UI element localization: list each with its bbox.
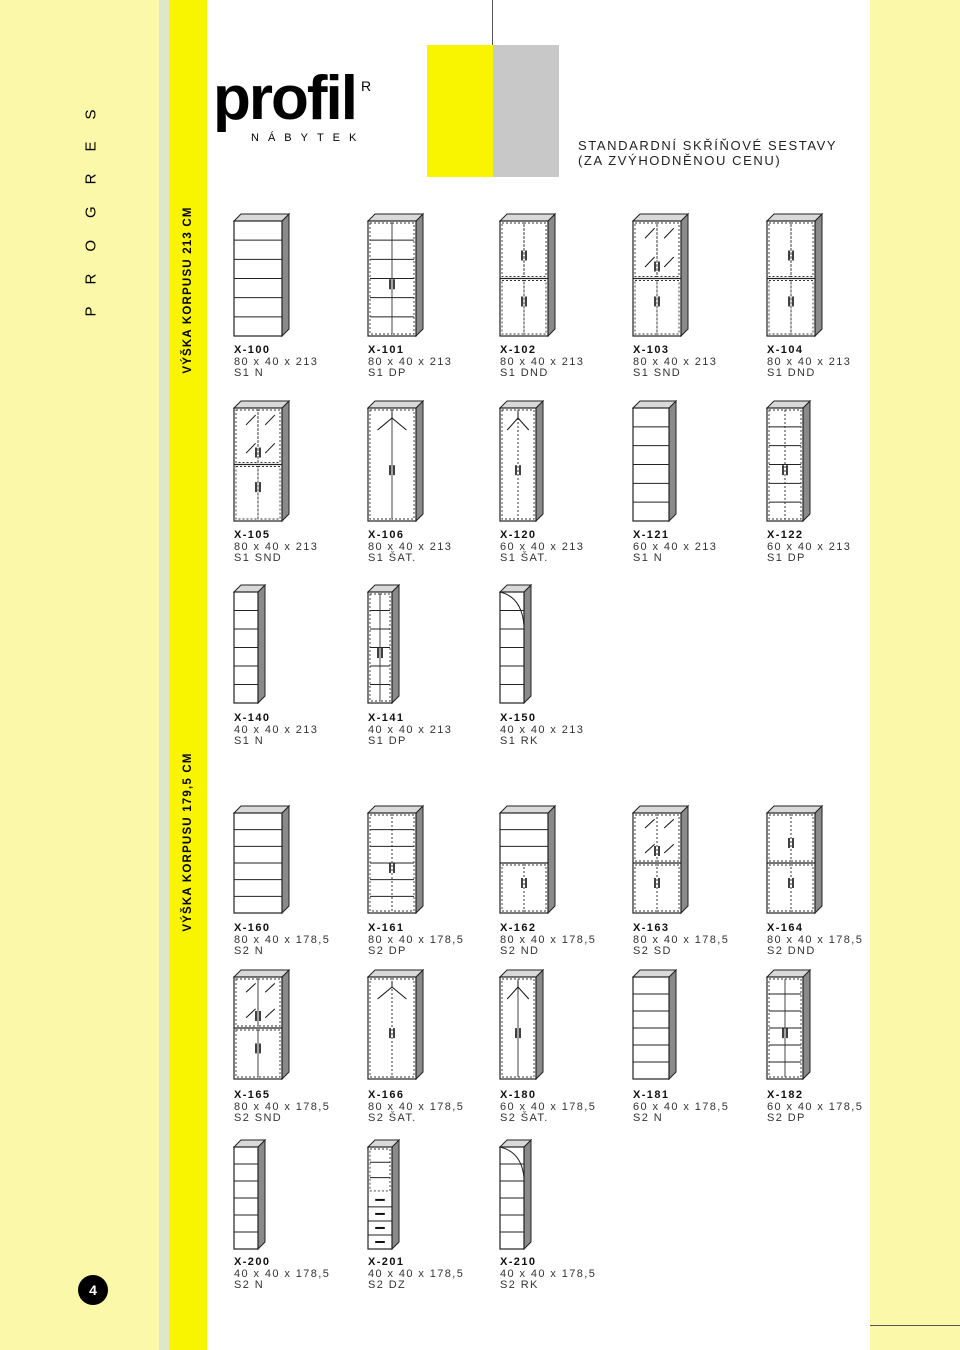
cabinet-type: S2 RK <box>500 1279 539 1291</box>
cabinet-type: S1 DP <box>368 367 407 379</box>
cabinet-drawing <box>633 214 689 337</box>
cabinet-type: S2 DP <box>368 945 407 957</box>
green-strip <box>159 0 169 1350</box>
cabinet-label <box>500 345 584 380</box>
cabinet-drawing <box>500 806 556 914</box>
cabinet-dimensions: 60 x 40 x 178,5 <box>633 1100 730 1113</box>
cabinet-dimensions: 80 x 40 x 213 <box>234 540 319 553</box>
heading-line-1: STANDARDNÍ SKŘÍŇOVÉ SESTAVY <box>578 138 838 153</box>
logo-wordmark: profil <box>213 64 356 133</box>
page-heading <box>578 138 837 168</box>
cabinet-type: S2 DND <box>767 945 816 957</box>
cabinet-code: X-182 <box>767 1089 804 1101</box>
cabinet-code: X-164 <box>767 922 804 934</box>
crop-line <box>492 0 493 45</box>
cabinet-drawing <box>767 214 823 337</box>
cabinet-type: S2 SD <box>633 945 672 957</box>
cabinet-dimensions: 80 x 40 x 178,5 <box>500 933 597 946</box>
cabinet-drawing <box>500 1140 532 1250</box>
grey-accent-square <box>493 45 559 177</box>
cabinet-dimensions: 80 x 40 x 213 <box>368 540 453 553</box>
cabinet-label <box>368 1090 464 1125</box>
cabinet-type: S1 ŠAT. <box>368 552 417 564</box>
page-number: 4 <box>78 1275 108 1305</box>
crop-line <box>870 1325 960 1326</box>
cabinet-drawing <box>767 970 811 1080</box>
cabinet-type: S2 SND <box>234 1112 283 1124</box>
cabinet-type: S1 SND <box>234 552 283 564</box>
cabinet-label <box>368 713 452 748</box>
cabinet-type: S1 DND <box>500 367 549 379</box>
cabinet-code: X-181 <box>633 1089 670 1101</box>
cabinet-type: S1 DP <box>368 735 407 747</box>
heading-line-2: (ZA ZVÝHODNĚNOU CENU) <box>578 153 782 168</box>
cabinet-code: X-165 <box>234 1089 271 1101</box>
cabinet-label <box>368 923 464 958</box>
series-name: PROGRES <box>82 87 100 317</box>
cabinet-dimensions: 80 x 40 x 178,5 <box>234 933 331 946</box>
cabinet-drawing <box>368 1140 400 1250</box>
cabinet-code: X-180 <box>500 1089 537 1101</box>
cabinet-code: X-103 <box>633 344 670 356</box>
cabinet-drawing <box>234 214 290 337</box>
cabinet-drawing <box>500 214 556 337</box>
cabinet-dimensions: 80 x 40 x 178,5 <box>368 933 465 946</box>
cabinet-code: X-101 <box>368 344 405 356</box>
cabinet-type: S1 RK <box>500 735 539 747</box>
cabinet-drawing <box>234 970 290 1080</box>
series-label <box>76 82 106 322</box>
cabinet-drawing <box>368 970 424 1080</box>
cabinet-code: X-162 <box>500 922 537 934</box>
cabinet-drawing <box>767 806 823 914</box>
cabinet-code: X-104 <box>767 344 804 356</box>
cabinet-label <box>500 1257 596 1292</box>
cabinet-label <box>368 345 452 380</box>
registered-mark: R <box>361 78 372 94</box>
cabinet-code: X-106 <box>368 529 405 541</box>
right-margin-band <box>870 0 960 1350</box>
cabinet-label <box>633 530 717 565</box>
cabinet-drawing <box>767 401 811 522</box>
height-label-213-text: VÝŠKA KORPUSU 213 CM <box>182 206 194 374</box>
cabinet-label <box>368 530 452 565</box>
cabinet-code: X-122 <box>767 529 804 541</box>
cabinet-label <box>633 345 717 380</box>
cabinet-type: S1 N <box>234 367 265 379</box>
cabinet-drawing <box>368 401 424 522</box>
cabinet-drawing <box>368 806 424 914</box>
cabinet-dimensions: 60 x 40 x 178,5 <box>500 1100 597 1113</box>
cabinet-type: S2 N <box>633 1112 664 1124</box>
profil-logo <box>213 64 383 158</box>
cabinet-code: X-121 <box>633 529 670 541</box>
cabinet-drawing <box>500 585 532 704</box>
cabinet-code: X-102 <box>500 344 537 356</box>
cabinet-code: X-100 <box>234 344 271 356</box>
cabinet-label <box>368 1257 464 1292</box>
cabinet-label <box>234 713 318 748</box>
cabinet-dimensions: 60 x 40 x 213 <box>767 540 852 553</box>
cabinet-code: X-163 <box>633 922 670 934</box>
height-label-213 <box>169 200 207 380</box>
cabinet-type: S1 DP <box>767 552 806 564</box>
cabinet-code: X-210 <box>500 1256 537 1268</box>
cabinet-label <box>500 923 596 958</box>
cabinet-label <box>767 530 851 565</box>
cabinet-dimensions: 60 x 40 x 213 <box>500 540 585 553</box>
cabinet-label <box>500 1090 596 1125</box>
cabinet-label <box>500 530 584 565</box>
cabinet-code: X-161 <box>368 922 405 934</box>
cabinet-drawing <box>500 401 544 522</box>
cabinet-dimensions: 80 x 40 x 178,5 <box>633 933 730 946</box>
height-label-1795-text: VÝŠKA KORPUSU 179,5 CM <box>182 752 194 932</box>
cabinet-dimensions: 60 x 40 x 178,5 <box>767 1100 864 1113</box>
cabinet-label <box>234 530 318 565</box>
cabinet-dimensions: 40 x 40 x 178,5 <box>234 1267 331 1280</box>
cabinet-drawing <box>633 970 677 1080</box>
cabinet-dimensions: 40 x 40 x 178,5 <box>368 1267 465 1280</box>
cabinet-code: X-140 <box>234 712 271 724</box>
cabinet-drawing <box>234 401 290 522</box>
cabinet-dimensions: 80 x 40 x 213 <box>633 355 718 368</box>
cabinet-dimensions: 40 x 40 x 213 <box>234 723 319 736</box>
cabinet-type: S1 ŠAT. <box>500 552 549 564</box>
cabinet-code: X-141 <box>368 712 405 724</box>
cabinet-label <box>234 923 330 958</box>
cabinet-type: S1 N <box>633 552 664 564</box>
cabinet-label <box>234 1257 330 1292</box>
cabinet-label <box>767 1090 863 1125</box>
cabinet-drawing <box>234 585 266 704</box>
cabinet-drawing <box>234 1140 266 1250</box>
logo-subtitle: NÁBYTEK <box>251 132 366 144</box>
cabinet-label <box>500 713 584 748</box>
height-label-1795 <box>169 742 207 942</box>
cabinet-type: S2 DP <box>767 1112 806 1124</box>
cabinet-dimensions: 80 x 40 x 178,5 <box>368 1100 465 1113</box>
cabinet-type: S2 N <box>234 1279 265 1291</box>
cabinet-drawing <box>234 806 290 914</box>
cabinet-code: X-160 <box>234 922 271 934</box>
cabinet-dimensions: 60 x 40 x 213 <box>633 540 718 553</box>
cabinet-drawing <box>368 214 424 337</box>
cabinet-code: X-166 <box>368 1089 405 1101</box>
cabinet-label <box>767 345 851 380</box>
cabinet-type: S2 ŠAT. <box>500 1112 549 1124</box>
cabinet-code: X-120 <box>500 529 537 541</box>
cabinet-type: S1 DND <box>767 367 816 379</box>
cabinet-dimensions: 40 x 40 x 213 <box>368 723 453 736</box>
cabinet-label <box>234 345 318 380</box>
cabinet-code: X-105 <box>234 529 271 541</box>
cabinet-type: S2 N <box>234 945 265 957</box>
cabinet-dimensions: 80 x 40 x 213 <box>368 355 453 368</box>
cabinet-dimensions: 80 x 40 x 213 <box>767 355 852 368</box>
cabinet-label <box>633 1090 729 1125</box>
cabinet-dimensions: 40 x 40 x 178,5 <box>500 1267 597 1280</box>
cabinet-label <box>633 923 729 958</box>
cabinet-code: X-200 <box>234 1256 271 1268</box>
cabinet-dimensions: 80 x 40 x 213 <box>234 355 319 368</box>
cabinet-code: X-201 <box>368 1256 405 1268</box>
cabinet-type: S2 DZ <box>368 1279 407 1291</box>
cabinet-type: S1 SND <box>633 367 682 379</box>
cabinet-type: S2 ND <box>500 945 540 957</box>
cabinet-drawing <box>368 585 400 704</box>
cabinet-drawing <box>633 401 677 522</box>
cabinet-label <box>234 1090 330 1125</box>
cabinet-drawing <box>500 970 544 1080</box>
cabinet-dimensions: 80 x 40 x 178,5 <box>234 1100 331 1113</box>
cabinet-label <box>767 923 863 958</box>
cabinet-type: S1 N <box>234 735 265 747</box>
cabinet-code: X-150 <box>500 712 537 724</box>
cabinet-type: S2 ŠAT. <box>368 1112 417 1124</box>
cabinet-dimensions: 80 x 40 x 213 <box>500 355 585 368</box>
cabinet-drawing <box>633 806 689 914</box>
cabinet-dimensions: 80 x 40 x 178,5 <box>767 933 864 946</box>
cabinet-dimensions: 40 x 40 x 213 <box>500 723 585 736</box>
